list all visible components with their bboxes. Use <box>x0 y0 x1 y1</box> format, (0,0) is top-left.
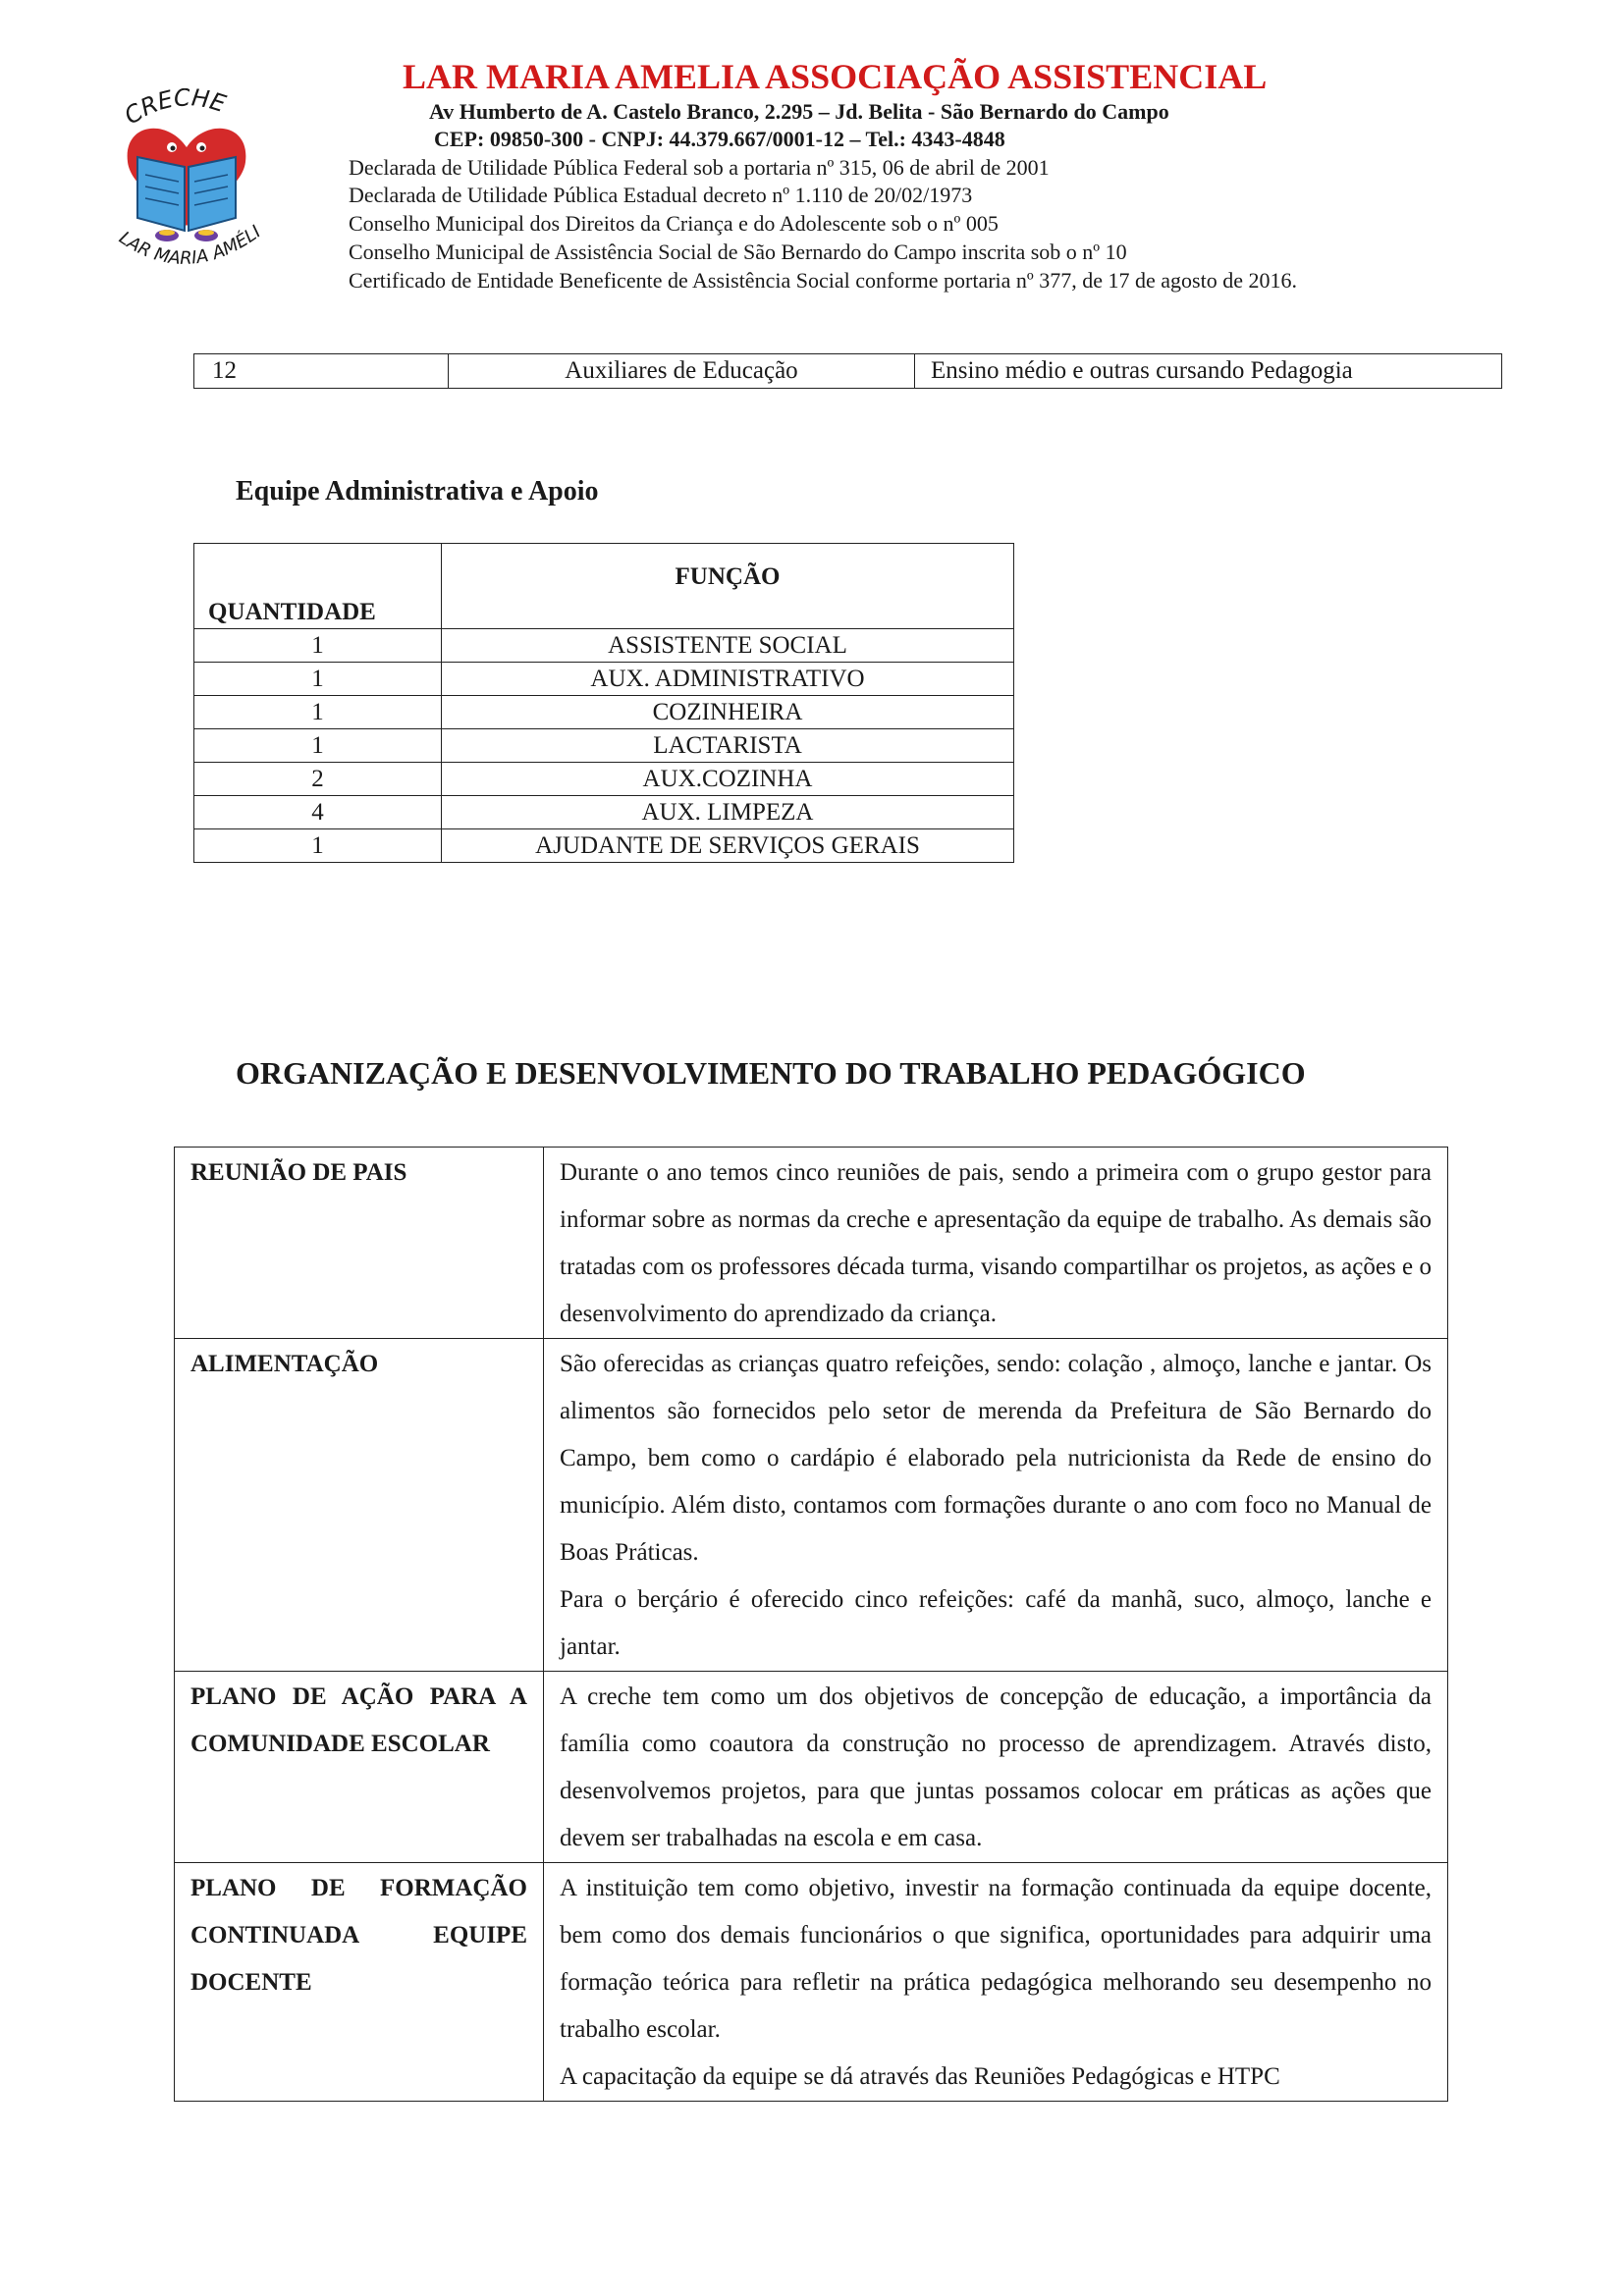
certification-line: Certificado de Entidade Beneficente de Assistência Social conforme portaria nº 377, de 17 de agosto de 2016. <box>349 268 1297 293</box>
cell-quantity: 1 <box>194 829 442 863</box>
admin-team-table <box>193 543 1014 863</box>
table-row <box>194 696 1014 729</box>
cell-quantity: 1 <box>194 629 442 663</box>
table-cell-education: Ensino médio e outras cursando Pedagogia <box>915 354 1502 389</box>
cell-function: COZINHEIRA <box>442 696 1014 729</box>
paragraph: Durante o ano temos cinco reuniões de pais, sendo a primeira com o grupo gestor para informar sobre as normas da creche e apresentação da equipe de trabalho. As demais são tratadas com os professores década turma, visando compartilhar os projetos, as ações e o desenvolvimento do aprendizado da criança. <box>560 1159 1432 1327</box>
column-header-quantity: QUANTIDADE <box>194 544 442 629</box>
table-row <box>175 1672 1448 1863</box>
cell-quantity: 2 <box>194 763 442 796</box>
row-label: ALIMENTAÇÃO <box>175 1339 544 1672</box>
cell-quantity: 1 <box>194 729 442 763</box>
table-row <box>175 1148 1448 1339</box>
table-row <box>194 729 1014 763</box>
certification-line: Conselho Municipal de Assistência Social de São Bernardo do Campo inscrita sob o nº 10 <box>349 240 1127 264</box>
row-description <box>544 1148 1448 1339</box>
paragraph: A instituição tem como objetivo, investir na formação continuada da equipe docente, bem como dos demais funcionários o que significa, oportunidades para adquirir uma formação teórica para refletir na prática pedagógica melhorando seu desempenho no trabalho escolar. <box>560 1875 1432 2043</box>
row-label: PLANO DE AÇÃO PARA A COMUNIDADE ESCOLAR <box>175 1672 544 1863</box>
cell-function: AUX. ADMINISTRATIVO <box>442 663 1014 696</box>
row-description <box>544 1339 1448 1672</box>
section-title: Equipe Administrativa e Apoio <box>236 476 599 507</box>
table-row <box>175 1863 1448 2102</box>
paragraph: A capacitação da equipe se dá através das Reuniões Pedagógicas e HTPC <box>560 2063 1280 2090</box>
cell-function: AUX.COZINHA <box>442 763 1014 796</box>
table-row <box>194 629 1014 663</box>
table-row <box>194 763 1014 796</box>
section-title: ORGANIZAÇÃO E DESENVOLVIMENTO DO TRABALHO PEDAGÓGICO <box>236 1055 1306 1091</box>
creche-logo <box>98 88 275 290</box>
address-line: Av Humberto de A. Castelo Branco, 2.295 – Jd. Belita - São Bernardo do Campo <box>429 99 1169 124</box>
contact-line: CEP: 09850-300 - CNPJ: 44.379.667/0001-12 – Tel.: 4343-4848 <box>434 127 1005 151</box>
logo-top-text: CRECHE <box>119 88 230 131</box>
cell-function: ASSISTENTE SOCIAL <box>442 629 1014 663</box>
logo-graphic <box>98 88 275 290</box>
organization-name: LAR MARIA AMELIA ASSOCIAÇÃO ASSISTENCIAL <box>403 57 1268 96</box>
cell-function: AUX. LIMPEZA <box>442 796 1014 829</box>
column-header-function: FUNÇÃO <box>442 544 1014 629</box>
cell-function: AJUDANTE DE SERVIÇOS GERAIS <box>442 829 1014 863</box>
table-row <box>194 663 1014 696</box>
row-label: PLANO DE FORMAÇÃO CONTINUADA EQUIPE DOCENTE <box>175 1863 544 2102</box>
table-cell-role: Auxiliares de Educação <box>449 354 915 389</box>
paragraph: Para o berçário é oferecido cinco refeições: café da manhã, suco, almoço, lanche e jantar. <box>560 1586 1432 1660</box>
paragraph: A creche tem como um dos objetivos de concepção de educação, a importância da família como coautora da construção no processo de aprendizagem. Através disto, desenvolvemos projetos, para que juntas possamos colocar em práticas as ações que devem ser trabalhadas na escola e em casa. <box>560 1683 1432 1851</box>
cell-function: LACTARISTA <box>442 729 1014 763</box>
logo-bottom-text: LAR MARIA AMÉLI <box>115 221 265 269</box>
certification-line: Conselho Municipal dos Direitos da Criança e do Adolescente sob o nº 005 <box>349 211 999 236</box>
table-row <box>194 829 1014 863</box>
certification-line: Declarada de Utilidade Pública Estadual decreto nº 1.110 de 20/02/1973 <box>349 183 973 207</box>
certification-line: Declarada de Utilidade Pública Federal sob a portaria nº 315, 06 de abril de 2001 <box>349 155 1050 180</box>
table-header-row <box>194 544 1014 629</box>
cell-quantity: 4 <box>194 796 442 829</box>
teachers-table <box>193 353 1502 389</box>
cell-quantity: 1 <box>194 663 442 696</box>
row-description <box>544 1672 1448 1863</box>
table-row <box>175 1339 1448 1672</box>
row-label: REUNIÃO DE PAIS <box>175 1148 544 1339</box>
pedagogical-table <box>174 1147 1448 2102</box>
cell-quantity: 1 <box>194 696 442 729</box>
table-row <box>194 354 1502 389</box>
paragraph: São oferecidas as crianças quatro refeições, sendo: colação , almoço, lanche e jantar. Os alimentos são fornecidos pelo setor de merenda da Prefeitura de São Bernardo do Campo, bem como o cardápio é elaborado pela nutricionista da Rede de ensino do município. Além disto, contamos com formações durante o ano com foco no Manual de Boas Práticas. <box>560 1351 1432 1566</box>
table-cell-quantity: 12 <box>194 354 449 389</box>
row-description <box>544 1863 1448 2102</box>
table-row <box>194 796 1014 829</box>
